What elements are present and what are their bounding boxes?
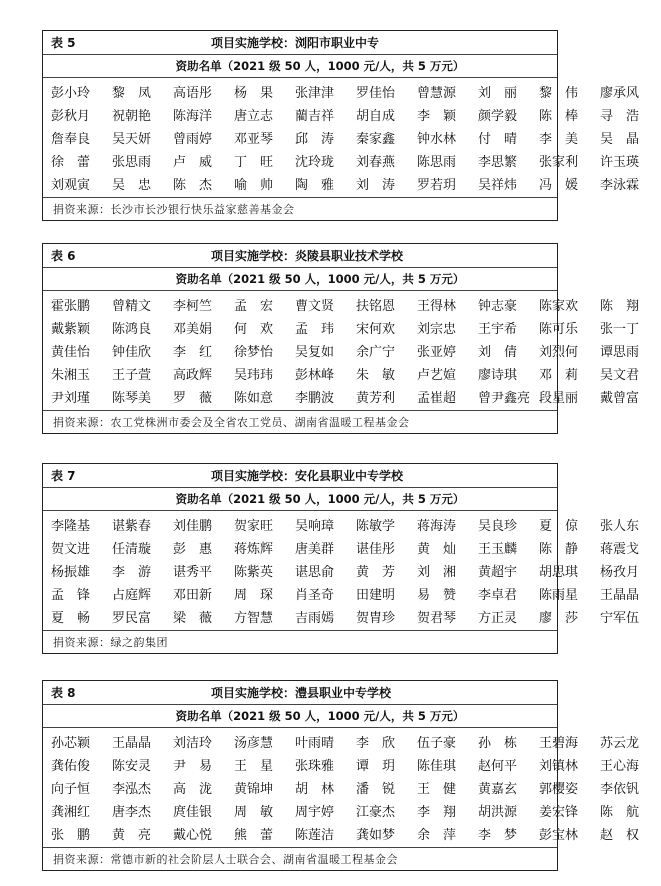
name-grid bbox=[43, 291, 640, 411]
student-name: 陈雨星 bbox=[539, 588, 579, 603]
student-name: 沈玲珑 bbox=[295, 155, 335, 170]
name-row bbox=[43, 149, 640, 172]
student-name: 宁军伍 bbox=[600, 611, 640, 626]
student-name: 李 欣 bbox=[356, 736, 396, 751]
student-name: 周宇婷 bbox=[295, 805, 335, 820]
table-header bbox=[43, 464, 557, 488]
student-name: 唐美群 bbox=[295, 542, 335, 557]
student-name: 吴 晶 bbox=[600, 132, 640, 147]
student-name: 王 星 bbox=[234, 759, 274, 774]
student-name: 尹刘瑾 bbox=[51, 391, 91, 406]
name-row bbox=[43, 293, 640, 316]
student-name: 刘佳鹏 bbox=[173, 519, 213, 534]
name-row bbox=[43, 362, 640, 385]
student-name: 邓亚琴 bbox=[234, 132, 274, 147]
name-row bbox=[43, 103, 640, 126]
school-title: 项目实施学校：澧县职业中专学校 bbox=[211, 686, 392, 700]
student-name: 黄佳怡 bbox=[51, 345, 91, 360]
student-name: 张一丁 bbox=[600, 322, 640, 337]
student-name: 杨 果 bbox=[234, 86, 274, 101]
name-row bbox=[43, 339, 640, 362]
student-name: 谌思俞 bbox=[295, 565, 335, 580]
student-name: 蒋炼辉 bbox=[234, 542, 274, 557]
student-name: 张思雨 bbox=[112, 155, 152, 170]
student-name: 龚湘红 bbox=[51, 805, 91, 820]
student-name: 陈海洋 bbox=[173, 109, 213, 124]
student-name: 邓美娟 bbox=[173, 322, 213, 337]
student-name: 伍子豪 bbox=[417, 736, 457, 751]
student-name: 孟 玮 bbox=[295, 322, 335, 337]
student-name: 孟崔超 bbox=[417, 391, 457, 406]
table-number: 表 5 bbox=[51, 36, 76, 50]
student-name: 王得林 bbox=[417, 299, 457, 314]
student-name: 蒋震戈 bbox=[600, 542, 640, 557]
student-name: 刘 湘 bbox=[417, 565, 457, 580]
student-name: 黄超宇 bbox=[478, 565, 518, 580]
student-name: 彭秋月 bbox=[51, 109, 91, 124]
student-name: 钟志豪 bbox=[478, 299, 518, 314]
student-name: 熊 蕾 bbox=[234, 828, 274, 843]
student-name: 孙芯颖 bbox=[51, 736, 91, 751]
student-name: 杨振雄 bbox=[51, 565, 91, 580]
student-name: 郭樱姿 bbox=[539, 782, 579, 797]
funding-subtitle: 资助名单（2021 级 50 人，1000 元/人，共 5 万元） bbox=[175, 272, 465, 286]
student-name: 胡洪源 bbox=[478, 805, 518, 820]
student-name: 王碧海 bbox=[539, 736, 579, 751]
student-name: 藺吉祥 bbox=[295, 109, 335, 124]
student-name: 龚如梦 bbox=[356, 828, 396, 843]
table-header bbox=[43, 244, 557, 268]
name-row bbox=[43, 822, 640, 845]
student-name: 罗 薇 bbox=[173, 391, 213, 406]
student-name: 张珠雅 bbox=[295, 759, 335, 774]
student-name: 廖承风 bbox=[600, 86, 640, 101]
funding-subtitle: 资助名单（2021 级 50 人，1000 元/人，共 5 万元） bbox=[175, 59, 465, 73]
student-name: 李泳霖 bbox=[600, 178, 640, 193]
student-name: 赵 权 bbox=[600, 828, 640, 843]
student-name: 谌紫春 bbox=[112, 519, 152, 534]
student-name: 王心海 bbox=[600, 759, 640, 774]
student-name: 方正灵 bbox=[478, 611, 518, 626]
student-name: 宋何欢 bbox=[356, 322, 396, 337]
student-name: 高 泷 bbox=[173, 782, 213, 797]
student-name: 陈可乐 bbox=[539, 322, 579, 337]
student-name: 贺文进 bbox=[51, 542, 91, 557]
student-name: 李柯竺 bbox=[173, 299, 213, 314]
student-name: 曹文贤 bbox=[295, 299, 335, 314]
name-row bbox=[43, 316, 640, 339]
student-name: 罗民富 bbox=[112, 611, 152, 626]
source-row bbox=[43, 631, 557, 653]
student-name: 陈 翔 bbox=[600, 299, 640, 314]
student-name: 陈 杰 bbox=[173, 178, 213, 193]
student-name: 谌秀平 bbox=[173, 565, 213, 580]
student-name: 谌佳彤 bbox=[356, 542, 396, 557]
table-number: 表 7 bbox=[51, 469, 76, 483]
student-name: 高语彤 bbox=[173, 86, 213, 101]
name-row bbox=[43, 605, 640, 628]
student-name: 黎 伟 bbox=[539, 86, 579, 101]
student-name: 杨孜月 bbox=[600, 565, 640, 580]
table-8 bbox=[42, 680, 640, 871]
student-name: 刘 涛 bbox=[356, 178, 396, 193]
student-name: 王子萱 bbox=[112, 368, 152, 383]
student-name: 陈佳琪 bbox=[417, 759, 457, 774]
donation-source: 捐资来源：农工党株洲市委会及全省农工党员、湖南省温暖工程基金会 bbox=[53, 416, 410, 429]
student-name: 黄嘉玄 bbox=[478, 782, 518, 797]
student-name: 丁 旺 bbox=[234, 155, 274, 170]
student-name: 黎 凤 bbox=[112, 86, 152, 101]
student-name: 姜宏锋 bbox=[539, 805, 579, 820]
student-name: 秦家鑫 bbox=[356, 132, 396, 147]
student-name: 颜学毅 bbox=[478, 109, 518, 124]
student-name: 吴复如 bbox=[295, 345, 335, 360]
student-name: 蒋海涛 bbox=[417, 519, 457, 534]
school-title: 项目实施学校：安化县职业中专学校 bbox=[211, 469, 404, 483]
student-name: 李思繁 bbox=[478, 155, 518, 170]
student-name: 张亚婷 bbox=[417, 345, 457, 360]
student-name: 陈鸿良 bbox=[112, 322, 152, 337]
student-name: 曾慧源 bbox=[417, 86, 457, 101]
student-name: 李鹏波 bbox=[295, 391, 335, 406]
student-name: 刘 倩 bbox=[478, 345, 518, 360]
student-name: 陈如意 bbox=[234, 391, 274, 406]
student-name: 许玉瑛 bbox=[600, 155, 640, 170]
name-row bbox=[43, 513, 640, 536]
name-row bbox=[43, 536, 640, 559]
funding-subtitle: 资助名单（2021 级 50 人，1000 元/人，共 5 万元） bbox=[175, 709, 465, 723]
student-name: 贺君琴 bbox=[417, 611, 457, 626]
table-6 bbox=[42, 243, 640, 434]
student-name: 廖 莎 bbox=[539, 611, 579, 626]
name-grid bbox=[43, 728, 640, 848]
table-number: 表 8 bbox=[51, 686, 76, 700]
student-name: 李 红 bbox=[173, 345, 213, 360]
student-name: 李 翔 bbox=[417, 805, 457, 820]
student-name: 李卓君 bbox=[478, 588, 518, 603]
student-name: 黄 亮 bbox=[112, 828, 152, 843]
student-name: 贺胄珍 bbox=[356, 611, 396, 626]
student-name: 张津津 bbox=[295, 86, 335, 101]
student-name: 贺家旺 bbox=[234, 519, 274, 534]
student-name: 彭 惠 bbox=[173, 542, 213, 557]
name-row bbox=[43, 753, 640, 776]
source-row bbox=[43, 411, 557, 433]
student-name: 唐立志 bbox=[234, 109, 274, 124]
student-name: 王晶晶 bbox=[600, 588, 640, 603]
student-name: 陈安灵 bbox=[112, 759, 152, 774]
student-name: 祝朝艳 bbox=[112, 109, 152, 124]
student-name: 龚佑俊 bbox=[51, 759, 91, 774]
student-name: 王宇希 bbox=[478, 322, 518, 337]
student-name: 陈 航 bbox=[600, 805, 640, 820]
student-name: 刘烈何 bbox=[539, 345, 579, 360]
student-name: 彭宝林 bbox=[539, 828, 579, 843]
subtitle-row bbox=[43, 268, 557, 291]
name-row bbox=[43, 126, 640, 149]
source-row bbox=[43, 198, 557, 220]
student-name: 曾精文 bbox=[112, 299, 152, 314]
student-name: 潘 锐 bbox=[356, 782, 396, 797]
student-name: 付 晴 bbox=[478, 132, 518, 147]
student-name: 高政辉 bbox=[173, 368, 213, 383]
student-name: 刘宗忠 bbox=[417, 322, 457, 337]
student-name: 王玉麟 bbox=[478, 542, 518, 557]
student-name: 方智慧 bbox=[234, 611, 274, 626]
student-name: 吴祥炜 bbox=[478, 178, 518, 193]
student-name: 赵何平 bbox=[478, 759, 518, 774]
name-grid bbox=[43, 78, 640, 198]
student-name: 陈敏学 bbox=[356, 519, 396, 534]
table-number: 表 6 bbox=[51, 249, 76, 263]
student-name: 卢艺媗 bbox=[417, 368, 457, 383]
student-name: 张 鹏 bbox=[51, 828, 91, 843]
student-name: 戴紫颖 bbox=[51, 322, 91, 337]
student-name: 任清璇 bbox=[112, 542, 152, 557]
student-name: 彭林峰 bbox=[295, 368, 335, 383]
student-name: 钟佳欣 bbox=[112, 345, 152, 360]
student-name: 黄锦坤 bbox=[234, 782, 274, 797]
student-name: 邱 涛 bbox=[295, 132, 335, 147]
student-name: 叶雨晴 bbox=[295, 736, 335, 751]
student-name: 钟水林 bbox=[417, 132, 457, 147]
student-name: 戴曾富 bbox=[600, 391, 640, 406]
student-name: 吴响璋 bbox=[295, 519, 335, 534]
student-name: 扶铭恩 bbox=[356, 299, 396, 314]
student-name: 孙 栋 bbox=[478, 736, 518, 751]
funding-subtitle: 资助名单（2021 级 50 人，1000 元/人，共 5 万元） bbox=[175, 492, 465, 506]
student-name: 罗佳怡 bbox=[356, 86, 396, 101]
student-name: 夏 倞 bbox=[539, 519, 579, 534]
student-name: 余 萍 bbox=[417, 828, 457, 843]
student-name: 曾雨婷 bbox=[173, 132, 213, 147]
table-header bbox=[43, 31, 557, 55]
student-name: 胡 林 bbox=[295, 782, 335, 797]
student-name: 胡思琪 bbox=[539, 565, 579, 580]
student-name: 谭思雨 bbox=[600, 345, 640, 360]
student-name: 吴玮玮 bbox=[234, 368, 274, 383]
student-name: 吴 忠 bbox=[112, 178, 152, 193]
student-name: 谭 玥 bbox=[356, 759, 396, 774]
student-name: 陈 棒 bbox=[539, 109, 579, 124]
student-name: 周 琛 bbox=[234, 588, 274, 603]
student-name: 吴天妍 bbox=[112, 132, 152, 147]
table-header bbox=[43, 681, 557, 705]
student-name: 李泓杰 bbox=[112, 782, 152, 797]
student-name: 何 欢 bbox=[234, 322, 274, 337]
student-name: 向子恒 bbox=[51, 782, 91, 797]
student-name: 徐梦怡 bbox=[234, 345, 274, 360]
student-name: 彭小玲 bbox=[51, 86, 91, 101]
student-name: 张家利 bbox=[539, 155, 579, 170]
student-name: 刘观寅 bbox=[51, 178, 91, 193]
subtitle-row bbox=[43, 705, 557, 728]
school-title: 项目实施学校：浏阳市职业中专 bbox=[211, 36, 380, 50]
student-name: 黄 灿 bbox=[417, 542, 457, 557]
student-name: 李 美 bbox=[539, 132, 579, 147]
student-name: 王晶晶 bbox=[112, 736, 152, 751]
student-name: 黄 芳 bbox=[356, 565, 396, 580]
student-name: 李隆基 bbox=[51, 519, 91, 534]
student-name: 孟 锋 bbox=[51, 588, 91, 603]
name-row bbox=[43, 582, 640, 605]
student-name: 李 游 bbox=[112, 565, 152, 580]
student-name: 占庭辉 bbox=[112, 588, 152, 603]
student-name: 李 梦 bbox=[478, 828, 518, 843]
student-name: 庹佳银 bbox=[173, 805, 213, 820]
student-name: 陈家欢 bbox=[539, 299, 579, 314]
student-name: 汤彦慧 bbox=[234, 736, 274, 751]
student-name: 朱湘玉 bbox=[51, 368, 91, 383]
student-name: 夏 畅 bbox=[51, 611, 91, 626]
donation-source: 捐资来源：常德市新的社会阶层人士联合会、湖南省温暖工程基金会 bbox=[53, 853, 398, 866]
student-name: 孟 宏 bbox=[234, 299, 274, 314]
student-name: 罗若玥 bbox=[417, 178, 457, 193]
student-name: 詹奉良 bbox=[51, 132, 91, 147]
student-name: 张人东 bbox=[600, 519, 640, 534]
name-row bbox=[43, 385, 640, 408]
student-name: 李 颖 bbox=[417, 109, 457, 124]
subtitle-row bbox=[43, 488, 557, 511]
name-grid bbox=[43, 511, 640, 631]
table-7 bbox=[42, 463, 640, 654]
student-name: 刘春燕 bbox=[356, 155, 396, 170]
student-name: 陈莲洁 bbox=[295, 828, 335, 843]
student-name: 胡自成 bbox=[356, 109, 396, 124]
subtitle-row bbox=[43, 55, 557, 78]
name-row bbox=[43, 80, 640, 103]
student-name: 卢 威 bbox=[173, 155, 213, 170]
student-name: 李依钒 bbox=[600, 782, 640, 797]
name-row bbox=[43, 559, 640, 582]
table-5 bbox=[42, 30, 640, 221]
student-name: 吴良珍 bbox=[478, 519, 518, 534]
student-name: 朱 敏 bbox=[356, 368, 396, 383]
name-row bbox=[43, 799, 640, 822]
student-name: 刘洁玲 bbox=[173, 736, 213, 751]
student-name: 戴心悦 bbox=[173, 828, 213, 843]
student-name: 段星丽 bbox=[539, 391, 579, 406]
school-title: 项目实施学校：炎陵县职业技术学校 bbox=[211, 249, 404, 263]
student-name: 陈思雨 bbox=[417, 155, 457, 170]
student-name: 吴文君 bbox=[600, 368, 640, 383]
student-name: 寻 浩 bbox=[600, 109, 640, 124]
student-name: 霍张鹏 bbox=[51, 299, 91, 314]
student-name: 喻 帅 bbox=[234, 178, 274, 193]
student-name: 王 健 bbox=[417, 782, 457, 797]
student-name: 陶 雅 bbox=[295, 178, 335, 193]
student-name: 易 赞 bbox=[417, 588, 457, 603]
donation-source: 捐资来源：绿之韵集团 bbox=[53, 636, 168, 649]
student-name: 邓 莉 bbox=[539, 368, 579, 383]
student-name: 刘 丽 bbox=[478, 86, 518, 101]
student-name: 田建明 bbox=[356, 588, 396, 603]
student-name: 吉雨嫣 bbox=[295, 611, 335, 626]
student-name: 余广宁 bbox=[356, 345, 396, 360]
student-name: 梁 薇 bbox=[173, 611, 213, 626]
student-name: 陈 静 bbox=[539, 542, 579, 557]
name-row bbox=[43, 776, 640, 799]
name-row bbox=[43, 730, 640, 753]
student-name: 冯 媛 bbox=[539, 178, 579, 193]
student-name: 苏云龙 bbox=[600, 736, 640, 751]
student-name: 陈琴美 bbox=[112, 391, 152, 406]
student-name: 周 敏 bbox=[234, 805, 274, 820]
student-name: 黄芳利 bbox=[356, 391, 396, 406]
student-name: 唐李杰 bbox=[112, 805, 152, 820]
student-name: 曾尹鑫亮 bbox=[478, 391, 531, 406]
student-name: 刘镇林 bbox=[539, 759, 579, 774]
name-row bbox=[43, 172, 640, 195]
student-name: 邓田新 bbox=[173, 588, 213, 603]
student-name: 尹 易 bbox=[173, 759, 213, 774]
donation-source: 捐资来源：长沙市长沙银行快乐益家慈善基金会 bbox=[53, 203, 295, 216]
source-row bbox=[43, 848, 557, 870]
student-name: 肖圣奇 bbox=[295, 588, 335, 603]
student-name: 廖诗琪 bbox=[478, 368, 518, 383]
student-name: 徐 蕾 bbox=[51, 155, 91, 170]
student-name: 陈紫英 bbox=[234, 565, 274, 580]
student-name: 江豪杰 bbox=[356, 805, 396, 820]
